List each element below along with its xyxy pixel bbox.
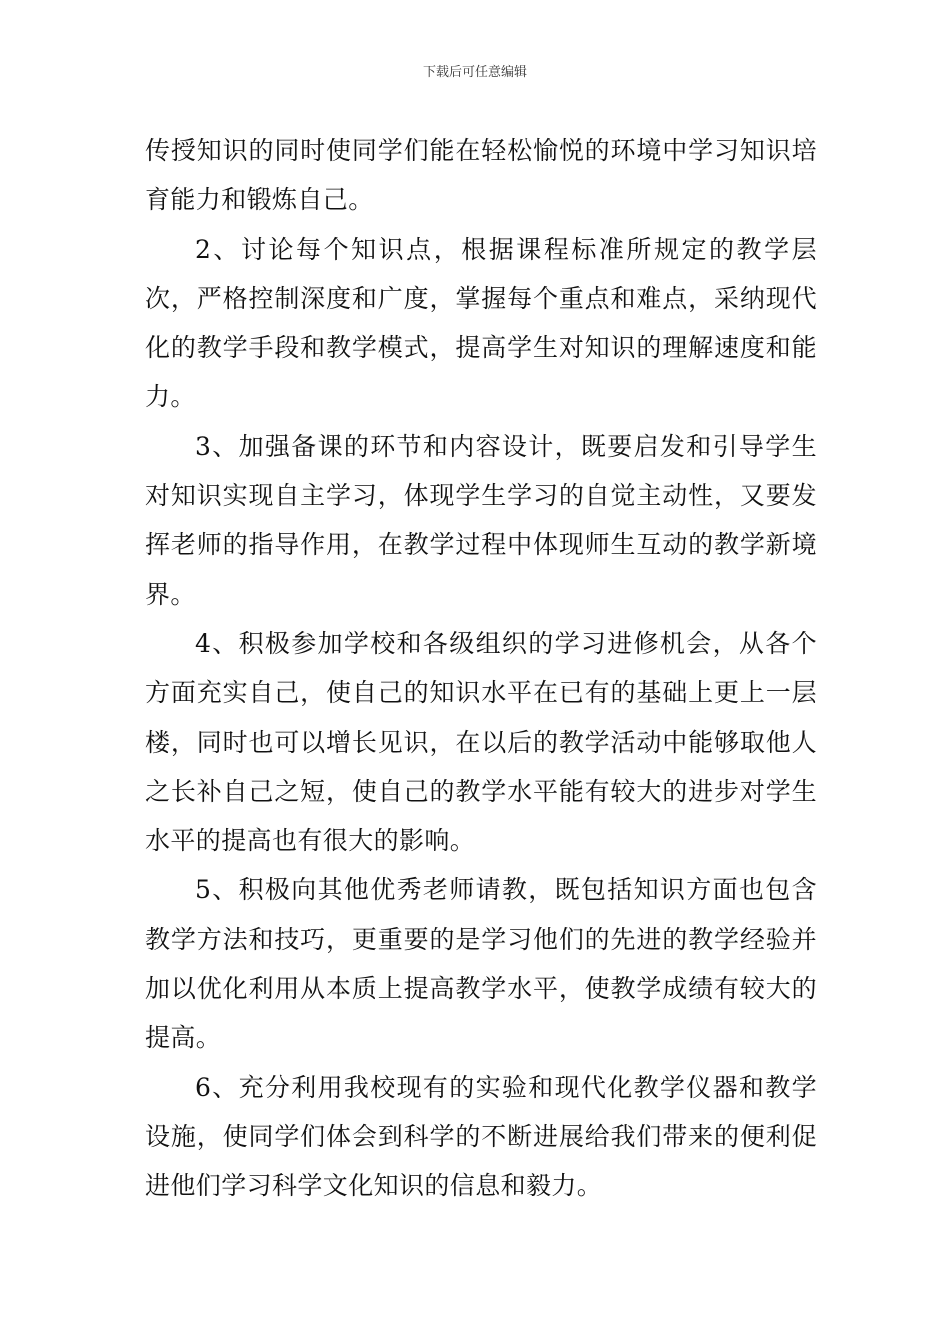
paragraph-item-5: 5、积极向其他优秀老师请教，既包括知识方面也包含教学方法和技巧，更重要的是学习他们的先进的教学经验并加以优化利用从本质上提高教学水平，使教学成绩有较大的提高。 [145,875,817,1053]
paragraph-item-4: 4、积极参加学校和各级组织的学习进修机会，从各个方面充实自己，使自己的知识水平在已有的基础上更上一层楼，同时也可以增长见识，在以后的教学活动中能够取他人之长补自己之短，使自己的教学水平能有较大的进步对学生水平的提高也有很大的影响。 [145,628,817,856]
paragraph-item-2: 2、讨论每个知识点，根据课程标准所规定的教学层次，严格控制深度和广度，掌握每个重点和难点，采纳现代化的教学手段和教学模式，提高学生对知识的理解速度和能力。 [145,234,817,412]
paragraph-item-6: 6、充分利用我校现有的实验和现代化教学仪器和教学设施，使同学们体会到科学的不断进展给我们带来的便利促进他们学习科学文化知识的信息和毅力。 [145,1072,817,1201]
paragraph-continuation: 传授知识的同时使同学们能在轻松愉悦的环境中学习知识培育能力和锻炼自己。 [145,136,817,215]
document-body [145,126,817,1211]
page-header-note: 下载后可任意编辑 [422,65,527,80]
paragraph-item-3: 3、加强备课的环节和内容设计，既要启发和引导学生对知识实现自主学习，体现学生学习的自觉主动性，又要发挥老师的指导作用，在教学过程中体现师生互动的教学新境界。 [145,431,817,609]
